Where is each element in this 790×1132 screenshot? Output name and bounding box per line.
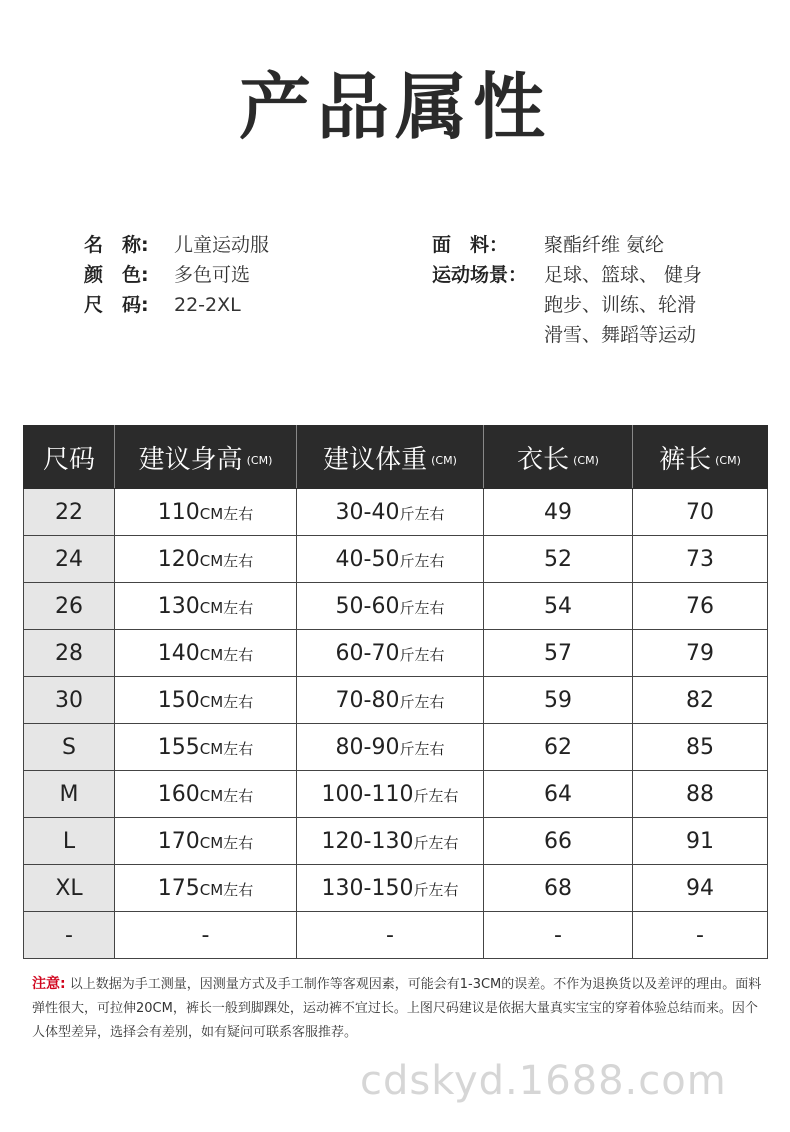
table-row	[24, 865, 768, 912]
top-length-cell: 49	[484, 489, 633, 536]
attributes-left	[84, 230, 269, 320]
attr-label: 名 称:	[84, 234, 149, 256]
top-length-cell: 57	[484, 630, 633, 677]
header-pants-length	[633, 426, 768, 489]
height-cell	[115, 724, 297, 771]
watermark: cdskyd.1688.com	[360, 1058, 727, 1104]
attr-color-row	[84, 260, 269, 290]
cell-suffix: 斤左右	[399, 598, 445, 617]
cell-suffix: CM左右	[199, 598, 254, 617]
cell-value: 130-150	[321, 875, 414, 901]
attr-label: 颜 色:	[84, 264, 149, 286]
cell-value: 160	[157, 781, 200, 807]
cell-value: 120	[157, 546, 200, 572]
height-cell	[115, 583, 297, 630]
attr-name-row	[84, 230, 269, 260]
header-text: 建议身高	[138, 444, 243, 475]
cell-suffix: 斤左右	[413, 880, 459, 899]
height-cell	[115, 489, 297, 536]
cell-value: 120-130	[321, 828, 414, 854]
size-cell: 24	[24, 536, 115, 583]
cell-value: 150	[157, 687, 200, 713]
attr-label: 尺 码:	[84, 294, 149, 316]
weight-cell	[297, 630, 484, 677]
header-unit: (CM)	[431, 453, 457, 467]
cell-suffix: CM左右	[199, 880, 254, 899]
header-top-length	[484, 426, 633, 489]
height-cell: -	[115, 912, 297, 959]
size-table-header	[24, 426, 768, 489]
size-cell: XL	[24, 865, 115, 912]
attr-scene-row	[432, 260, 702, 350]
cell-suffix: CM左右	[199, 692, 254, 711]
header-text: 衣长	[517, 444, 570, 475]
cell-value: 175	[157, 875, 200, 901]
cell-value: 50-60	[335, 593, 400, 619]
size-cell: 26	[24, 583, 115, 630]
cell-value: 140	[157, 640, 200, 666]
page-title: 产品属性	[238, 65, 551, 149]
cell-suffix: CM左右	[199, 551, 254, 570]
weight-cell	[297, 677, 484, 724]
pants-length-cell: 94	[633, 865, 768, 912]
table-row	[24, 771, 768, 818]
pants-length-cell: 79	[633, 630, 768, 677]
header-weight	[297, 426, 484, 489]
top-length-cell: 52	[484, 536, 633, 583]
header-height	[115, 426, 297, 489]
weight-cell: -	[297, 912, 484, 959]
weight-cell	[297, 865, 484, 912]
size-cell: 22	[24, 489, 115, 536]
pants-length-cell: 76	[633, 583, 768, 630]
attr-label: 面 料：	[432, 234, 509, 256]
size-cell: 30	[24, 677, 115, 724]
header-text: 建议体重	[323, 444, 428, 475]
height-cell	[115, 771, 297, 818]
cell-value: 80-90	[335, 734, 400, 760]
table-row	[24, 818, 768, 865]
table-row	[24, 583, 768, 630]
header-text: 尺码	[42, 444, 95, 475]
header-unit: (CM)	[573, 453, 599, 467]
attributes-right	[432, 230, 702, 350]
cell-suffix: 斤左右	[413, 786, 459, 805]
top-length-cell: 62	[484, 724, 633, 771]
size-cell: 28	[24, 630, 115, 677]
top-length-cell: 54	[484, 583, 633, 630]
pants-length-cell: 85	[633, 724, 768, 771]
size-table-body	[24, 489, 768, 959]
cell-value: 30-40	[335, 499, 400, 525]
weight-cell	[297, 771, 484, 818]
cell-suffix: CM左右	[199, 739, 254, 758]
cell-suffix: CM左右	[199, 645, 254, 664]
cell-value: 155	[157, 734, 200, 760]
pants-length-cell: -	[633, 912, 768, 959]
pants-length-cell: 91	[633, 818, 768, 865]
attr-value: 跑步、训练、轮滑	[544, 294, 697, 316]
top-length-cell: 68	[484, 865, 633, 912]
cell-suffix: 斤左右	[413, 833, 459, 852]
note	[32, 972, 762, 1045]
attr-value: 聚酯纤维 氨纶	[544, 234, 665, 256]
height-cell	[115, 630, 297, 677]
table-row	[24, 724, 768, 771]
cell-suffix: CM左右	[199, 833, 254, 852]
attr-value: 滑雪、舞蹈等运动	[544, 324, 697, 346]
size-cell: S	[24, 724, 115, 771]
cell-suffix: 斤左右	[399, 551, 445, 570]
cell-value: 60-70	[335, 640, 400, 666]
height-cell	[115, 818, 297, 865]
top-length-cell: -	[484, 912, 633, 959]
weight-cell	[297, 818, 484, 865]
header-size	[24, 426, 115, 489]
cell-suffix: 斤左右	[399, 692, 445, 711]
table-row	[24, 536, 768, 583]
height-cell	[115, 677, 297, 724]
attr-value: 多色可选	[174, 264, 251, 286]
attr-size-row	[84, 290, 269, 320]
header-text: 裤长	[659, 444, 712, 475]
cell-suffix: CM左右	[199, 786, 254, 805]
attr-value: 儿童运动服	[174, 234, 270, 256]
pants-length-cell: 70	[633, 489, 768, 536]
weight-cell	[297, 724, 484, 771]
pants-length-cell: 82	[633, 677, 768, 724]
pants-length-cell: 73	[633, 536, 768, 583]
height-cell	[115, 865, 297, 912]
cell-value: 110	[157, 499, 200, 525]
attr-scene-lines	[544, 260, 702, 350]
size-table	[23, 425, 768, 959]
table-row	[24, 489, 768, 536]
table-row	[24, 630, 768, 677]
header-unit: (CM)	[715, 453, 741, 467]
note-label: 注意:	[32, 976, 66, 992]
pants-length-cell: 88	[633, 771, 768, 818]
table-row	[24, 677, 768, 724]
attr-fabric-row	[432, 230, 702, 260]
cell-value: 70-80	[335, 687, 400, 713]
note-text: 以上数据为手工测量，因测量方式及手工制作等客观因素，可能会有1-3CM的误差。不作为退换货以及差评的理由。面料弹性很大，可拉伸20CM，裤长一般到脚踝处，运动裤不宜过长。上图尺码建议是依据大量真实宝宝的穿着体验总结而来。因个人体型差异，选择会有差别，如有疑问可联系客服推荐。	[32, 977, 762, 1040]
size-cell: -	[24, 912, 115, 959]
cell-value: 170	[157, 828, 200, 854]
top-length-cell: 66	[484, 818, 633, 865]
cell-value: 130	[157, 593, 200, 619]
table-row	[24, 912, 768, 959]
top-length-cell: 64	[484, 771, 633, 818]
cell-suffix: 斤左右	[399, 504, 445, 523]
cell-value: 100-110	[321, 781, 414, 807]
cell-suffix: 斤左右	[399, 739, 445, 758]
size-cell: M	[24, 771, 115, 818]
weight-cell	[297, 489, 484, 536]
size-cell: L	[24, 818, 115, 865]
height-cell	[115, 536, 297, 583]
header-unit: (CM)	[246, 453, 273, 467]
attr-value: 足球、篮球、 健身	[544, 264, 703, 286]
cell-suffix: CM左右	[199, 504, 254, 523]
weight-cell	[297, 536, 484, 583]
attr-label: 运动场景：	[432, 264, 528, 286]
cell-suffix: 斤左右	[399, 645, 445, 664]
weight-cell	[297, 583, 484, 630]
top-length-cell: 59	[484, 677, 633, 724]
attr-value: 22-2XL	[174, 294, 241, 316]
cell-value: 40-50	[335, 546, 400, 572]
